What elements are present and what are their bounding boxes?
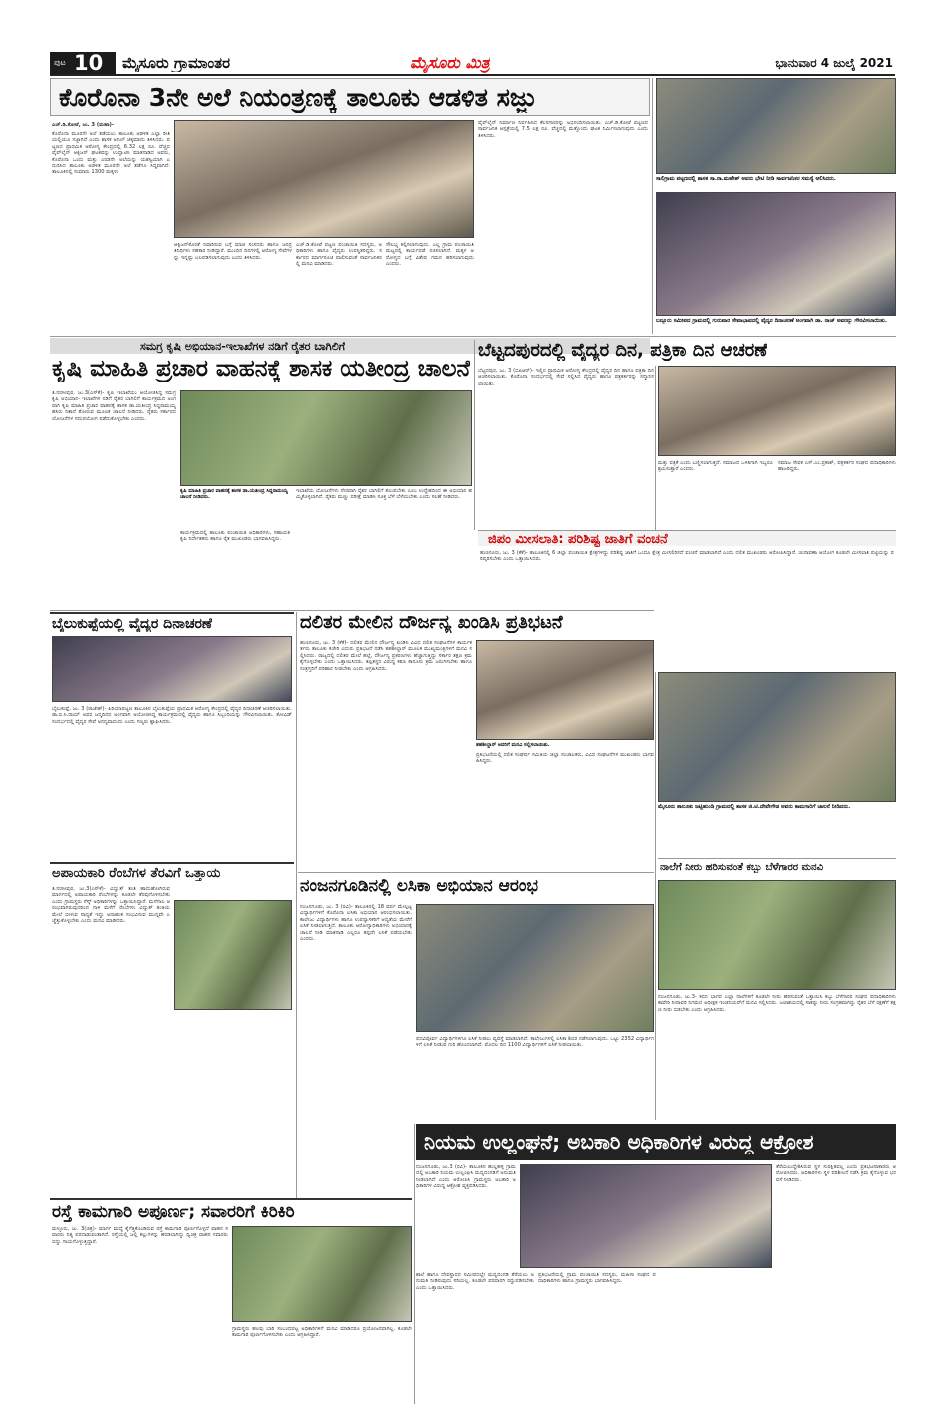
apayakari-photo	[174, 900, 292, 1010]
jipam-body: ಹುಣಸೂರು, ಜು. 3 (ಕೆಕೆ)- ತಾಲೂಕಿನಲ್ಲಿ 6 ಜಿಲ್ಲಾ ಪಂಚಾಯಿತಿ ಕ್ಷೇತ್ರಗಳಿದ್ದು ಪರಿಶಿಷ್ಟ ಜಾತಿಗೆ ಒಂದೂ ಕ್ಷೇತ್ರ ಮೀಸಲಿರಿಸದೆ ವಂಚನೆ ಮಾಡಲಾಗಿದೆ ಎಂದು ದಲಿತ ಮುಖಂಡರು ಆರೋಪಿಸಿದ್ದಾರೆ. ಚುನಾವಣಾ ಆಯೋಗ ಕೂಡಲೇ ಮೀಸಲಾತಿ ಪಟ್ಟಿಯನ್ನು ಪರಿಷ್ಕರಿಸಬೇಕು ಎಂದು ಒತ್ತಾಯಿಸಿದರು.	[480, 550, 894, 563]
bettadapura-body-2: ಮತ್ತು ಪತ್ರಿಕೆ ಎಂದು ಬಣ್ಣಿಸಲಾಗುತ್ತದೆ. ಸಮಾಜದ ಒಳಿತಿಗಾಗಿ ಇಬ್ಬರೂ ಶ್ರಮಿಸುತ್ತಾರೆ ಎಂದರು.	[658, 460, 773, 473]
kabbu-photo	[658, 880, 896, 990]
krishi-headline: ಕೃಷಿ ಮಾಹಿತಿ ಪ್ರಚಾರ ವಾಹನಕ್ಕೆ ಶಾಸಕ ಯತೀಂದ್ರ ಚಾಲನೆ	[52, 356, 471, 382]
krishi-body-2: ಇಲಾಖೆಯ ಯೋಜನೆಗಳು ನೇರವಾಗಿ ರೈತರ ಬಾಗಿಲಿಗೆ ತಲುಪಬೇಕು ಎಂಬ ಉದ್ದೇಶದಿಂದ ಈ ಅಭಿಯಾನ ಹಮ್ಮಿಕೊಳ್ಳಲಾಗಿದೆ. ರೈತರು ಮಣ್ಣು ಪರೀಕ್ಷೆ ಮಾಡಿಸಿ ಸೂಕ್ತ ಬೆಳೆ ಬೆಳೆಯಬೇಕು ಎಂದು ಸಲಹೆ ನೀಡಿದರು.	[296, 488, 472, 501]
apayakari-headline-bar	[50, 862, 294, 882]
jipam-caption: ಮೈಸೂರು ತಾಲೂಕು ಜಟ್ಟಿಹುಂಡಿ ಗ್ರಾಮದಲ್ಲಿ ಶಾಸಕ ಜಿ.ಟಿ.ದೇವೇಗೌಡ ಅವರು ಕಾಮಗಾರಿಗೆ ಚಾಲನೆ ನೀಡಿದರು.	[658, 804, 851, 810]
niyama-body-3: ಪ್ರತಿಭಟನೆಯಲ್ಲಿ ಗ್ರಾಮ ಪಂಚಾಯಿತಿ ಸದಸ್ಯರು, ಮಹಿಳಾ ಸಂಘದ ಪದಾಧಿಕಾರಿಗಳು ಹಾಗೂ ಗ್ರಾಮಸ್ಥರು ಭಾಗವಹಿಸಿದ್ದರು.	[538, 1272, 656, 1285]
dalita-caption: ತಹಶೀಲ್ದಾರ್ ಅವರಿಗೆ ಮನವಿ ಸಲ್ಲಿಸಲಾಯಿತು.	[476, 742, 550, 748]
corona-headline-bar	[50, 78, 650, 116]
bylakuppe-headline: ಬೈಲುಕುಪ್ಪೆಯಲ್ಲಿ ವೈದ್ಯರ ದಿನಾಚರಣೆ	[52, 616, 213, 632]
krishi-body-1: ತಿ.ನರಸೀಪುರ, ಜು.3(ಎಸ್‌ಕೆ)- ಕೃಷಿ ಇಲಾಖೆಯು ಆಯೋಜಿಸಿದ್ದ ಸಮಗ್ರ ಕೃಷಿ ಅಭಿಯಾನ- ಇಲಾಖೆಗಳ ನಡಿಗೆ ರೈತರ ಬಾಗಿಲಿಗೆ ಕಾರ್ಯಕ್ರಮದ ಅಂಗವಾಗಿ ಕೃಷಿ ಮಾಹಿತಿ ಪ್ರಚಾರ ವಾಹನಕ್ಕೆ ಶಾಸಕ ಡಾ.ಯತೀಂದ್ರ ಸಿದ್ದರಾಮಯ್ಯ ಹಸಿರು ನಿಶಾನೆ ತೋರುವ ಮೂಲಕ ಚಾಲನೆ ನೀಡಿದರು. ರೈತರು ಸರ್ಕಾರದ ಯೋಜನೆಗಳ ಸದುಪಯೋಗ ಪಡೆದುಕೊಳ್ಳಬೇಕು ಎಂದರು.	[52, 390, 176, 422]
raste-headline-bar	[50, 1198, 412, 1222]
raste-body-1: ಮಳ್ಳೂರು, ಜು. 3(ಚಿತ್ರ)- ಮಾರ್ಗ ಮಧ್ಯೆ ಕೈಗೆತ್ತಿಕೊಂಡಿರುವ ರಸ್ತೆ ಕಾಮಗಾರಿ ಪೂರ್ಣಗೊಳ್ಳದೆ ವಾಹನ ಸವಾರರು ನಿತ್ಯ ಪರದಾಡುವಂತಾಗಿದೆ. ರಸ್ತೆಯಲ್ಲಿ ಜಲ್ಲಿ ಕಲ್ಲುಗಳನ್ನು ಹರಡಲಾಗಿದ್ದು ದ್ವಿಚಕ್ರ ವಾಹನ ಸವಾರರು ಬಿದ್ದು ಗಾಯಗೊಳ್ಳುತ್ತಿದ್ದಾರೆ.	[52, 1226, 228, 1245]
bettadapura-headline: ಬೆಟ್ಟದಪುರದಲ್ಲಿ ವೈದ್ಯರ ದಿನ, ಪತ್ರಿಕಾ ದಿನ ಆಚರಣೆ	[478, 340, 768, 361]
corona-body-5: ಪೈಪ್‌ಲೈನ್ ನಿರ್ಮಾಣ ನಿರ್ವಹಿಸಿದ ಕೆಲಸಗಾರರನ್ನು ಅಭಿನಂದಿಸಲಾಯಿತು. ಎಚ್.ಡಿ.ಕೋಟೆ ಪಟ್ಟಣದ ಸಾರ್ವಜನಿಕ ಆಸ್ಪತ್ರೆಯಲ್ಲಿ 7.5 ಲಕ್ಷ ರೂ. ವೆಚ್ಚದಲ್ಲಿ ಮತ್ತೊಂದು ಘಟಕ ನಿರ್ಮಿಸಲಾಗುವುದು ಎಂದು ತಿಳಿಸಿದರು.	[478, 120, 648, 139]
corona-photo	[174, 120, 474, 238]
jipam-headline: ಜಿಪಂ ಮೀಸಲಾತಿ: ಪರಿಶಿಷ್ಟ ಜಾತಿಗೆ ವಂಚನೆ	[488, 532, 668, 547]
corona-body-2: ಆಕ್ಸಿಜನ್‌ಕೊರತೆ ನಿವಾರಿಸುವ ಬಗ್ಗೆ ಮಾಜಿ ಸಂಸದರು ಹಾಗೂ ಜನಪ್ರತಿನಿಧಿಗಳು ಸಹಕಾರ ನೀಡಿದ್ದಾರೆ. ಮುಂದಿನ ದಿನಗಳಲ್ಲಿ ಆರೋಗ್ಯ ಸೇವೆಗಳನ್ನು ಇನ್ನಷ್ಟು ಬಲಪಡಿಸಲಾಗುವುದು ಎಂದು ತಿಳಿಸಿದರು.	[174, 242, 292, 261]
paper-name: ಮೈಸೂರು ಮಿತ್ರ	[410, 53, 490, 72]
bannur-photo	[656, 192, 896, 316]
bylakuppe-photo	[52, 636, 292, 702]
saligrama-caption: ಸಾಲಿಗ್ರಾಮ ಪಟ್ಟಣದಲ್ಲಿ ಶಾಸಕ ಸಾ.ರಾ.ಮಹೇಶ್ ಅವರು ಭೇಟಿ ನೀಡಿ ಸಾರ್ವಜನಿಕರ ಸಮಸ್ಯೆ ಆಲಿಸಿದರು.	[656, 176, 836, 182]
apayakari-body: ತಿ.ನರಸೀಪುರ, ಜು.3(ಎಸ್‌ಕೆ)- ವಿದ್ಯುತ್ ತಂತಿ ಹಾದುಹೋಗಿರುವ ಮಾರ್ಗದಲ್ಲಿ ಅಪಾಯಕಾರಿ ರೆಂಬೆಗಳನ್ನು ಕೂಡಲೇ ತೆರವುಗೊಳಿಸಬೇಕು ಎಂದು ಗ್ರಾಮಸ್ಥರು ಸೆಸ್ಕ್ ಅಧಿಕಾರಿಗಳನ್ನು ಒತ್ತಾಯಿಸಿದ್ದಾರೆ. ಮಳೆಗಾಲ ಆರಂಭವಾಗಿರುವುದರಿಂದ ಗಾಳಿ ಮಳೆಗೆ ರೆಂಬೆಗಳು ವಿದ್ಯುತ್ ತಂತಿಯ ಮೇಲೆ ಬೀಳುವ ಸಾಧ್ಯತೆ ಇದ್ದು ಅನಾಹುತ ಸಂಭವಿಸುವ ಮುನ್ನವೇ ಎಚ್ಚೆತ್ತುಕೊಳ್ಳಬೇಕು ಎಂದು ಮನವಿ ಮಾಡಿದರು.	[52, 886, 170, 925]
corona-body-3: ಎಚ್.ಡಿ.ಕೋಟೆ ಪಟ್ಟಣ ಪಂಚಾಯಿತಿ ಸದಸ್ಯರು, ಅಧಿಕಾರಿಗಳು ಹಾಗೂ ವೈದ್ಯರು ಉಪಸ್ಥಿತರಿದ್ದರು. ಸರ್ಕಾರದ ಮಾರ್ಗಸೂಚಿ ಪಾಲಿಸುವಂತೆ ಸಾರ್ವಜನಿಕರಲ್ಲಿ ಮನವಿ ಮಾಡಿದರು.	[296, 242, 382, 268]
krishi-kicker: ಸಮಗ್ರ ಕೃಷಿ ಅಭಿಯಾನ-ಇಲಾಖೆಗಳ ನಡಿಗೆ ರೈತರ ಬಾಗಿಲಿಗೆ	[140, 340, 346, 353]
page-number: 10	[74, 51, 104, 75]
corona-dateline: ಎಚ್.ಡಿ.ಕೋಟೆ, ಜು. 3 (ಮಹಾ)-	[52, 122, 115, 128]
saligrama-photo	[656, 78, 896, 174]
krishi-photo	[180, 390, 472, 486]
bylakuppe-body: ಬೈಲುಕುಪ್ಪೆ, ಜು. 3 (ರಾಜೇಶ್)- ಪಿರಿಯಾಪಟ್ಟಣ ತಾಲೂಕಿನ ಬೈಲುಕುಪ್ಪೆಯ ಪ್ರಾಥಮಿಕ ಆರೋಗ್ಯ ಕೇಂದ್ರದಲ್ಲಿ ವೈದ್ಯರ ದಿನಾಚರಣೆ ಆಚರಿಸಲಾಯಿತು. ಡಾ.ಬಿ.ಸಿ.ರಾಯ್ ಅವರ ಜನ್ಮದಿನದ ಅಂಗವಾಗಿ ಆಯೋಜಿಸಿದ್ದ ಕಾರ್ಯಕ್ರಮದಲ್ಲಿ ವೈದ್ಯರು ಹಾಗೂ ಸಿಬ್ಬಂದಿಯನ್ನು ಗೌರವಿಸಲಾಯಿತು. ಕೋವಿಡ್ ಸಂದರ್ಭದಲ್ಲಿ ವೈದ್ಯರ ಸೇವೆ ಅನನ್ಯವಾದುದು ಎಂದು ಗಣ್ಯರು ಶ್ಲಾಘಿಸಿದರು.	[52, 706, 292, 725]
bylakuppe-headline-bar	[50, 612, 294, 632]
bettadapura-photo	[658, 366, 896, 456]
krishi-caption: ಕೃಷಿ ಮಾಹಿತಿ ಪ್ರಚಾರ ವಾಹನಕ್ಕೆ ಶಾಸಕ ಡಾ.ಯತೀಂದ್ರ ಸಿದ್ದರಾಮಯ್ಯ ಚಾಲನೆ ನೀಡಿದರು.	[180, 488, 288, 500]
dalita-body-1: ಹುಣಸೂರು, ಜು. 3 (ಕೆಕೆ)- ದಲಿತರ ಮೇಲಿನ ದೌರ್ಜನ್ಯ ಖಂಡಿಸಿ ವಿವಿಧ ದಲಿತ ಸಂಘಟನೆಗಳ ಕಾರ್ಯಕರ್ತರು ತಾಲೂಕು ಕಚೇರಿ ಎದುರು ಪ್ರತಿಭಟನೆ ನಡೆಸಿ ತಹಶೀಲ್ದಾರ್ ಮೂಲಕ ಮುಖ್ಯಮಂತ್ರಿಗಳಿಗೆ ಮನವಿ ಸಲ್ಲಿಸಿದರು. ರಾಜ್ಯದಲ್ಲಿ ದಲಿತರ ಮೇಲೆ ಹಲ್ಲೆ, ದೌರ್ಜನ್ಯ ಪ್ರಕರಣಗಳು ಹೆಚ್ಚಾಗುತ್ತಿದ್ದು ಸರ್ಕಾರ ತಕ್ಷಣ ಕ್ರಮ ಕೈಗೊಳ್ಳಬೇಕು ಎಂದು ಒತ್ತಾಯಿಸಿದರು. ತಪ್ಪಿತಸ್ಥರ ವಿರುದ್ಧ ಕಠಿಣ ಕಾನೂನು ಕ್ರಮ ಜರುಗಿಸಬೇಕು ಹಾಗೂ ಸಂತ್ರಸ್ತರಿಗೆ ಪರಿಹಾರ ನೀಡಬೇಕು ಎಂದು ಆಗ್ರಹಿಸಿದರು.	[300, 640, 472, 672]
niyama-headline: ನಿಯಮ ಉಲ್ಲಂಘನೆ; ಅಬಕಾರಿ ಅಧಿಕಾರಿಗಳ ವಿರುದ್ಧ ಆಕ್ರೋಶ	[424, 1130, 814, 1154]
dalita-body-2: ಪ್ರತಿಭಟನೆಯಲ್ಲಿ ದಲಿತ ಸಂಘರ್ಷ ಸಮಿತಿಯ ಜಿಲ್ಲಾ ಸಂಚಾಲಕರು, ವಿವಿಧ ಸಂಘಟನೆಗಳ ಮುಖಂಡರು ಭಾಗವಹಿಸಿದ್ದರು.	[476, 752, 654, 765]
kabbu-headline: ನಾಲೆಗೆ ನೀರು ಹರಿಸುವಂತೆ ಕಬ್ಬು ಬೆಳೆಗಾರರ ಮನವಿ	[660, 862, 824, 873]
apayakari-headline: ಅಪಾಯಕಾರಿ ರೆಂಬೆಗಳ ತೆರವಿಗೆ ಒತ್ತಾಯ	[52, 866, 221, 881]
niyama-photo	[520, 1164, 772, 1268]
krishi-body-3: ಕಾರ್ಯಕ್ರಮದಲ್ಲಿ ತಾಲೂಕು ಪಂಚಾಯಿತಿ ಅಧಿಕಾರಿಗಳು, ಸಹಾಯಕ ಕೃಷಿ ನಿರ್ದೇಶಕರು ಹಾಗೂ ರೈತ ಮುಖಂಡರು ಭಾಗವಹಿಸಿದ್ದರು.	[180, 530, 290, 543]
bannur-caption: ಬನ್ನೂರು ಸಮೀಪದ ಗ್ರಾಮದಲ್ಲಿ ಗುರುವಾರ ಸೇವಾಭಾವದಲ್ಲಿ ವೈದ್ಯರ ದಿನಾಚರಣೆ ಅಂಗವಾಗಿ ಡಾ. ರಾಜ್ ಅವರನ್ನು ಗೌರವಿಸಲಾಯಿತು.	[656, 318, 887, 324]
kabbu-headline-bar	[658, 858, 896, 876]
niyama-headline-bar	[416, 1124, 896, 1160]
masthead	[50, 52, 895, 76]
corona-body-4: ಸೌಲಭ್ಯ ಕಲ್ಪಿಸಲಾಗುವುದು. ಎಲ್ಲ ಗ್ರಾಮ ಪಂಚಾಯಿತಿ ಮಟ್ಟದಲ್ಲಿ ಕಾರ್ಯಪಡೆ ರಚಿಸಲಾಗಿದೆ. ಮಕ್ಕಳ ಆರೋಗ್ಯದ ಬಗ್ಗೆ ವಿಶೇಷ ಗಮನ ಹರಿಸಲಾಗುವುದು ಎಂದರು.	[386, 242, 474, 268]
kabbu-body: ನಂಜನಗೂಡು, ಜು.3- ಕಬಿನಿ ಭಾಗದ ಎಲ್ಲಾ ನಾಲೆಗಳಿಗೆ ಕೂಡಲೇ ನೀರು ಹರಿಸುವಂತೆ ಒತ್ತಾಯಿಸಿ ಕಬ್ಬು ಬೆಳೆಗಾರರ ಸಂಘದ ಪದಾಧಿಕಾರಿಗಳು ಕಾವೇರಿ ನೀರಾವರಿ ನಿಗಮದ ಅಧೀಕ್ಷಕ ಇಂಜಿನಿಯರ್‌ಗೆ ಮನವಿ ಸಲ್ಲಿಸಿದರು. ಜಲಾಶಯದಲ್ಲಿ ಸಾಕಷ್ಟು ನೀರು ಸಂಗ್ರಹವಾಗಿದ್ದು ರೈತರ ಬೆಳೆ ರಕ್ಷಣೆಗೆ ತಕ್ಷಣ ನೀರು ಬಿಡಬೇಕು ಎಂದು ಆಗ್ರಹಿಸಿದರು.	[658, 994, 896, 1013]
issue-date: ಭಾನುವಾರ 4 ಜುಲೈ 2021	[775, 56, 893, 70]
niyama-body-1: ನಂಜನಗೂಡು, ಜು.3 (ರವಿ)- ತಾಲೂಕಿನ ಹುಲ್ಲಹಳ್ಳಿ ಗ್ರಾಮದಲ್ಲಿ ಅಬಕಾರಿ ನಿಯಮ ಉಲ್ಲಂಘಿಸಿ ಮದ್ಯದಂಗಡಿಗೆ ಅನುಮತಿ ನೀಡಲಾಗಿದೆ ಎಂದು ಆರೋಪಿಸಿ ಗ್ರಾಮಸ್ಥರು ಅಬಕಾರಿ ಅಧಿಕಾರಿಗಳ ವಿರುದ್ಧ ಆಕ್ರೋಶ ವ್ಯಕ್ತಪಡಿಸಿದರು.	[416, 1164, 516, 1190]
dalita-headline: ದಲಿತರ ಮೇಲಿನ ದೌರ್ಜನ್ಯ ಖಂಡಿಸಿ ಪ್ರತಿಭಟನೆ	[300, 612, 563, 633]
dalita-photo	[476, 640, 654, 740]
nanjangud-body-1: ನಂಜನಗೂಡು, ಜು. 3 (ರವಿ)- ತಾಲೂಕಿನಲ್ಲಿ 18 ವರ್ಷ ಮೇಲ್ಪಟ್ಟ ವಿದ್ಯಾರ್ಥಿಗಳಿಗೆ ಕೊರೊನಾ ಲಸಿಕಾ ಅಭಿಯಾನ ಆರಂಭಿಸಲಾಯಿತು. ಕಾಲೇಜು ವಿದ್ಯಾರ್ಥಿಗಳು ಹಾಗೂ ಉಪನ್ಯಾಸಕರಿಗೆ ಆದ್ಯತೆಯ ಮೇರೆಗೆ ಲಸಿಕೆ ನೀಡಲಾಗುತ್ತಿದೆ. ತಾಲೂಕು ಆರೋಗ್ಯಾಧಿಕಾರಿಗಳು ಅಭಿಯಾನಕ್ಕೆ ಚಾಲನೆ ನೀಡಿ ಮಾತನಾಡಿ ಎಲ್ಲರೂ ತಪ್ಪದೇ ಲಸಿಕೆ ಪಡೆಯಬೇಕು ಎಂದರು.	[300, 904, 412, 943]
raste-photo	[232, 1226, 412, 1322]
niyama-body-4: ತೆರೆಯಲುದ್ದೇಶಿಸಿರುವ ಸ್ಥಳ ಸುರಕ್ಷಿತವಲ್ಲ ಎಂದು ಪ್ರತಿಭಟನಾಕಾರರು ಆರೋಪಿಸಿದರು. ಅಧಿಕಾರಿಗಳು ಸ್ಥಳ ಪರಿಶೀಲನೆ ನಡೆಸಿ ಕ್ರಮ ಕೈಗೊಳ್ಳುವ ಭರವಸೆ ನೀಡಿದರು.	[776, 1164, 896, 1183]
page-label: ಪುಟ	[54, 58, 66, 67]
nanjangud-headline: ನಂಜನಗೂಡಿನಲ್ಲಿ ಲಸಿಕಾ ಅಭಿಯಾನ ಆರಂಭ	[300, 876, 539, 896]
page-number-box	[50, 52, 116, 74]
niyama-body-2: ಶಾಲೆ ಹಾಗೂ ದೇವಸ್ಥಾನದ ಸಮೀಪದಲ್ಲೇ ಮದ್ಯದಂಗಡಿ ತೆರೆಯಲು ಅನುಮತಿ ನೀಡಿರುವುದು ಸರಿಯಲ್ಲ. ಕೂಡಲೇ ಪರವಾನಗಿ ರದ್ದುಪಡಿಸಬೇಕು ಎಂದು ಒತ್ತಾಯಿಸಿದರು.	[416, 1272, 534, 1291]
nanjangud-body-2: ಪದವಿಪೂರ್ವ ವಿದ್ಯಾರ್ಥಿಗಳಿಗೂ ಲಸಿಕೆ ನೀಡಲು ವ್ಯವಸ್ಥೆ ಮಾಡಲಾಗಿದೆ. ಕಾಲೇಜುಗಳಲ್ಲಿ ಲಸಿಕಾ ಶಿಬಿರ ನಡೆಸಲಾಗುವುದು. ಒಟ್ಟು 2352 ವಿದ್ಯಾರ್ಥಿಗಳಿಗೆ ಲಸಿಕೆ ನೀಡುವ ಗುರಿ ಹೊಂದಲಾಗಿದೆ. ಮೊದಲ ದಿನ 1100 ವಿದ್ಯಾರ್ಥಿಗಳಿಗೆ ಲಸಿಕೆ ನೀಡಲಾಯಿತು.	[416, 1036, 654, 1049]
jipam-headline-bar	[478, 530, 896, 546]
bettadapura-body-1: ಬೆಟ್ಟದಪುರ, ಜು. 3 (ಬಿಪಿಆರ್)- ಇಲ್ಲಿನ ಪ್ರಾಥಮಿಕ ಆರೋಗ್ಯ ಕೇಂದ್ರದಲ್ಲಿ ವೈದ್ಯರ ದಿನ ಹಾಗೂ ಪತ್ರಿಕಾ ದಿನ ಆಚರಿಸಲಾಯಿತು. ಕೊರೊನಾ ಸಂದರ್ಭದಲ್ಲಿ ಸೇವೆ ಸಲ್ಲಿಸಿದ ವೈದ್ಯರು ಹಾಗೂ ಪತ್ರಕರ್ತರನ್ನು ಸನ್ಮಾನಿಸಲಾಯಿತು.	[478, 368, 654, 387]
corona-body-1: ಕೊರೊನಾ ಮೂರನೇ ಅಲೆ ತಡೆಯಲು ತಾಲೂಕು ಆಡಳಿತ ಎಲ್ಲಾ ರೀತಿ ಯಲ್ಲಿಯೂ ಸಜ್ಜಾಗಿದೆ ಎಂದು ಶಾಸಕ ಅನಿಲ್ ಚಿಕ್ಕಮಾದು ತಿಳಿಸಿದರು. ಪಟ್ಟಣದ ಪ್ರಾಥಮಿಕ ಆರೋಗ್ಯ ಕೇಂದ್ರದಲ್ಲಿ 6.32 ಲಕ್ಷ ರೂ. ವೆಚ್ಚದ ಪೈಪ್‌ಲೈನ್ ಆಕ್ಸಿಜನ್ ಘಟಕವನ್ನು ಉದ್ಘಾಟಿಸಿ ಮಾತನಾಡಿದ ಅವರು, ಕೊರೊನಾ ಒಂದು ಮತ್ತು ಎರಡನೇ ಅಲೆಯನ್ನು ಯಶಸ್ವಿಯಾಗಿ ಎದುರಿಸಿದ ತಾಲೂಕು ಆಡಳಿತ ಮೂರನೇ ಅಲೆ ತಡೆಗೂ ಸಿದ್ಧವಾಗಿದೆ. ತಾಲೂಕಿನಲ್ಲಿ ಸುಮಾರು 1300 ಮಕ್ಕಳು	[52, 131, 170, 176]
corona-headline: ಕೊರೊನಾ 3ನೇ ಅಲೆ ನಿಯಂತ್ರಣಕ್ಕೆ ತಾಲೂಕು ಆಡಳಿತ ಸಜ್ಜು	[59, 83, 537, 112]
jipam-photo	[658, 672, 896, 802]
bettadapura-body-3: ಸಮಾಜ ಸೇವಕ ಎಸ್.ಎಂ.ಪ್ರಕಾಶ್, ಪತ್ರಕರ್ತರ ಸಂಘದ ಪದಾಧಿಕಾರಿಗಳು ಹಾಜರಿದ್ದರು.	[778, 460, 896, 473]
raste-body-2: ಗ್ರಾಮಸ್ಥರು ಹಲವು ಬಾರಿ ಸಂಬಂಧಪಟ್ಟ ಅಧಿಕಾರಿಗಳಿಗೆ ಮನವಿ ಮಾಡಿದರೂ ಪ್ರಯೋಜನವಾಗಿಲ್ಲ. ಕೂಡಲೇ ಕಾಮಗಾರಿ ಪೂರ್ಣಗೊಳಿಸಬೇಕು ಎಂದು ಆಗ್ರಹಿಸಿದ್ದಾರೆ.	[232, 1326, 412, 1339]
section-title: ಮೈಸೂರು ಗ್ರಾಮಾಂತರ	[122, 54, 231, 72]
raste-headline: ರಸ್ತೆ ಕಾಮಗಾರಿ ಅಪೂರ್ಣ; ಸವಾರರಿಗೆ ಕಿರಿಕಿರಿ	[52, 1202, 295, 1222]
nanjangud-photo	[416, 904, 654, 1032]
